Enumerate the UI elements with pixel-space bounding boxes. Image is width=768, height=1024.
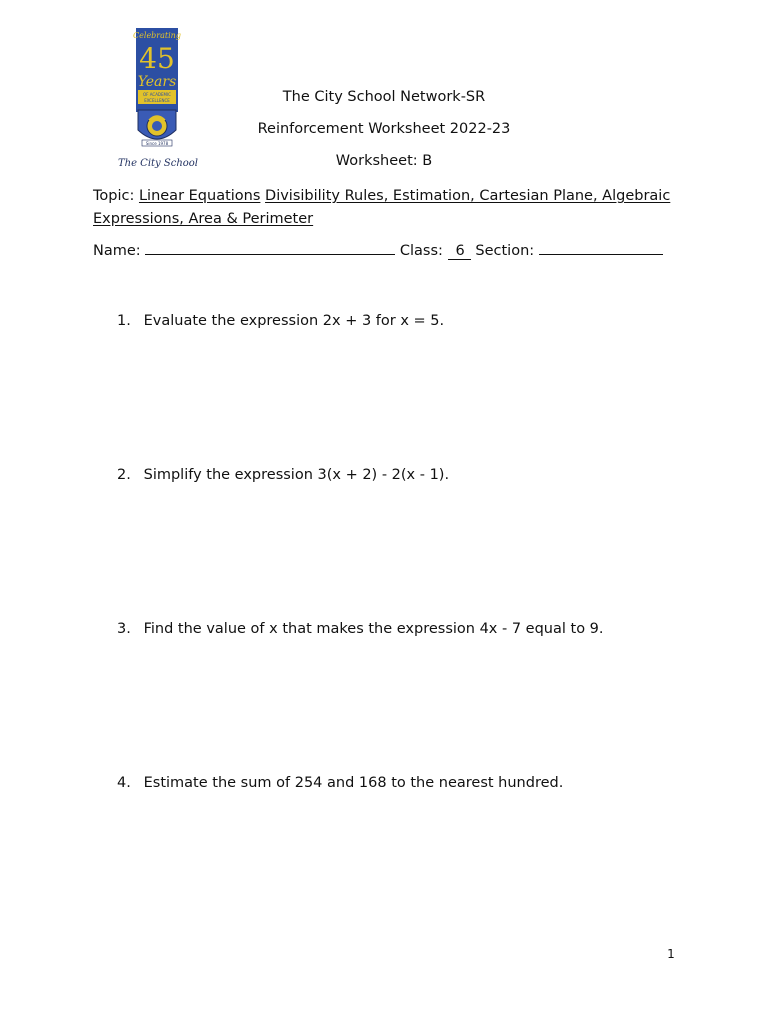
topic-line xyxy=(93,185,693,231)
question-item xyxy=(117,621,677,637)
page-number: 1 xyxy=(667,947,675,961)
question-item xyxy=(117,467,677,483)
question-text: Evaluate the expression 2x + 3 for x = 5. xyxy=(143,313,445,329)
name-blank[interactable] xyxy=(145,240,395,255)
question-number: 3. xyxy=(117,621,131,637)
topic-label: Topic: xyxy=(93,188,139,204)
worksheet-variant: Worksheet: B xyxy=(335,153,433,169)
question-item xyxy=(117,775,677,791)
question-text: Simplify the expression 3(x + 2) - 2(x - 1). xyxy=(143,467,450,483)
topic-linear-equations: Linear Equations xyxy=(138,188,261,204)
logo-band-text-1: OF ACADEMIC xyxy=(143,92,171,97)
school-name: The City School Network-SR xyxy=(282,89,486,105)
class-label: Class: xyxy=(399,243,443,259)
student-info-line xyxy=(93,240,693,260)
logo-years: Years xyxy=(137,74,177,90)
logo-caption: The City School xyxy=(117,158,199,169)
question-text: Find the value of x that makes the expression 4x - 7 equal to 9. xyxy=(143,621,604,637)
section-label: Section: xyxy=(475,243,535,259)
logo-top-text: Celebrating xyxy=(133,31,181,40)
question-text: Estimate the sum of 254 and 168 to the nearest hundred. xyxy=(143,775,564,791)
name-label: Name: xyxy=(93,243,141,259)
topic-other-topics-cont: Expressions, Area & Perimeter xyxy=(93,211,314,227)
question-number: 4. xyxy=(117,775,131,791)
question-number: 2. xyxy=(117,467,131,483)
question-number: 1. xyxy=(117,313,131,329)
section-blank[interactable] xyxy=(539,240,663,255)
worksheet-title: Reinforcement Worksheet 2022-23 xyxy=(257,121,511,137)
class-value: 6 xyxy=(448,243,471,260)
topic-other-topics: Divisibility Rules, Estimation, Cartesian Plane, Algebraic xyxy=(265,188,671,204)
logo-band-text-2: EXCELLENCE xyxy=(144,98,170,103)
worksheet-label xyxy=(0,153,768,169)
logo-since-text: Since 1978 xyxy=(145,141,169,146)
logo-number: 45 xyxy=(139,42,175,75)
question-item xyxy=(117,313,677,329)
